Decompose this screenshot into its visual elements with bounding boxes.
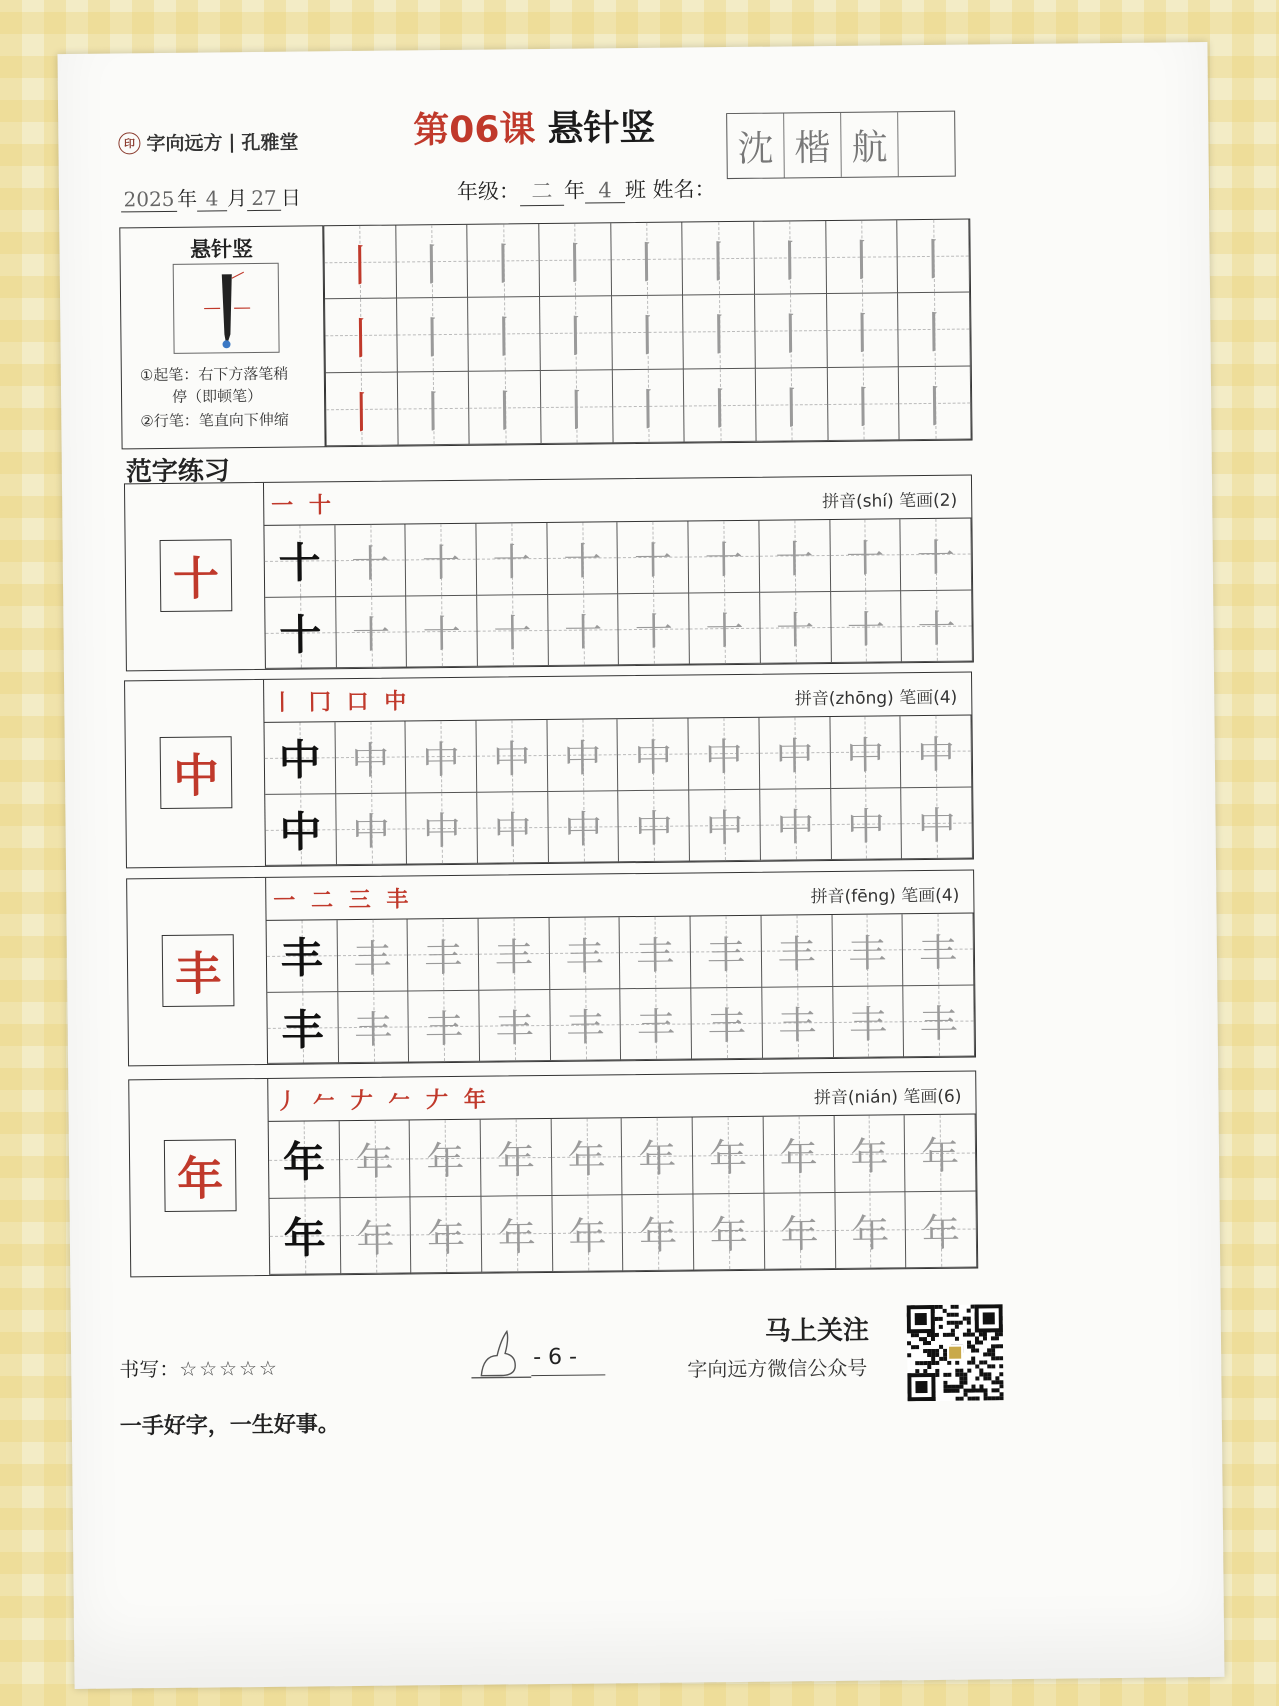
stroke-practice-char: 丨 bbox=[911, 308, 957, 360]
stroke-order: 一 十 bbox=[271, 493, 336, 519]
practice-char: 中 bbox=[846, 804, 886, 850]
practice-cell bbox=[265, 794, 336, 866]
practice-cell bbox=[622, 1117, 694, 1194]
rating-stars[interactable]: ☆☆☆☆☆ bbox=[179, 1355, 280, 1381]
practice-cell bbox=[831, 788, 902, 860]
practice-cell bbox=[689, 521, 760, 593]
practice-char: 中 bbox=[493, 808, 532, 853]
practice-char: 年 bbox=[283, 1213, 326, 1264]
stroke-practice-cell bbox=[324, 226, 396, 300]
practice-cell bbox=[623, 1194, 695, 1271]
practice-char: 年 bbox=[779, 1135, 819, 1180]
practice-cell bbox=[691, 916, 762, 988]
practice-cell bbox=[477, 523, 548, 595]
stroke-practice-cell bbox=[612, 296, 684, 370]
practice-char: 中 bbox=[846, 733, 885, 778]
stroke-practice-char: 丨 bbox=[482, 385, 528, 438]
stroke-practice-char: 丨 bbox=[769, 382, 814, 435]
strokes-label: 笔画(6) bbox=[903, 1086, 962, 1108]
practice-char: 年 bbox=[920, 1133, 960, 1179]
practice-cell bbox=[336, 596, 407, 668]
practice-char: 十 bbox=[493, 611, 532, 656]
practice-char: 丰 bbox=[281, 1005, 324, 1055]
pinyin-strokes-info bbox=[822, 486, 957, 512]
stroke-practice-cells bbox=[324, 220, 971, 447]
stroke-practice-cell bbox=[468, 224, 540, 298]
practice-cell bbox=[760, 789, 831, 861]
practice-cell bbox=[550, 989, 621, 1061]
practice-cell bbox=[269, 1198, 340, 1275]
model-character: 丰 bbox=[162, 934, 235, 1007]
stroke-practice-char: 丨 bbox=[481, 239, 526, 291]
stroke-practice-char: 丨 bbox=[911, 234, 956, 287]
model-character: 十 bbox=[160, 539, 233, 612]
practice-char: 丰 bbox=[918, 930, 958, 975]
practice-char: 十 bbox=[846, 607, 886, 653]
pinyin-label: 拼音(fēng) bbox=[810, 886, 896, 908]
practice-cell bbox=[689, 718, 760, 790]
practice-char: 中 bbox=[278, 735, 321, 786]
practice-cell bbox=[407, 792, 478, 864]
practice-cell bbox=[831, 591, 902, 663]
practice-char: 年 bbox=[638, 1213, 678, 1258]
stroke-practice-char: 丨 bbox=[553, 311, 599, 364]
practice-cell bbox=[409, 990, 480, 1062]
stroke-practice-char: 丨 bbox=[337, 240, 383, 293]
practice-char: 中 bbox=[704, 734, 744, 780]
practice-char: 中 bbox=[421, 737, 461, 783]
practice-cell bbox=[619, 593, 690, 665]
practice-cell bbox=[621, 988, 692, 1060]
practice-cell bbox=[619, 790, 690, 862]
stroke-practice-cell bbox=[754, 221, 826, 295]
partner-name: 孔雅堂 bbox=[241, 131, 299, 155]
practice-char: 十 bbox=[278, 538, 321, 589]
practice-char: 年 bbox=[426, 1139, 465, 1184]
stroke-practice-cell bbox=[898, 293, 970, 367]
practice-cell bbox=[410, 1120, 482, 1197]
pinyin-label: 拼音(zhōng) bbox=[794, 688, 894, 710]
practice-cell bbox=[832, 914, 903, 986]
stroke-practice-char: 丨 bbox=[339, 387, 384, 439]
practice-cell bbox=[267, 920, 338, 992]
stroke-practice-cell bbox=[827, 294, 899, 368]
practice-char: 中 bbox=[776, 805, 815, 850]
practice-char: 中 bbox=[917, 803, 956, 849]
strokes-label: 笔画(4) bbox=[899, 687, 958, 709]
character-block bbox=[126, 870, 976, 1067]
practice-char: 丰 bbox=[636, 1004, 676, 1050]
practice-cell bbox=[406, 524, 477, 596]
practice-cell bbox=[834, 1115, 906, 1192]
name-char-box: 沈 bbox=[727, 113, 785, 178]
pinyin-label: 拼音(shí) bbox=[821, 491, 894, 513]
practice-char: 丰 bbox=[424, 1007, 464, 1052]
practice-char: 中 bbox=[563, 736, 602, 781]
model-character: 中 bbox=[160, 736, 233, 809]
stroke-practice-char: 丨 bbox=[554, 385, 599, 437]
stroke-practice-cell bbox=[683, 222, 755, 296]
stroke-practice-char: 丨 bbox=[840, 382, 886, 434]
practice-cell bbox=[618, 718, 689, 790]
stroke-practice-cell bbox=[826, 220, 898, 294]
model-character: 年 bbox=[164, 1139, 237, 1212]
stroke-step-2: ②行笔：笔直向下伸缩 bbox=[140, 410, 289, 431]
lesson-number: 第06课 bbox=[413, 109, 536, 152]
strokes-label: 笔画(4) bbox=[901, 885, 960, 907]
practice-cell bbox=[479, 989, 550, 1061]
practice-char: 十 bbox=[351, 541, 390, 586]
practice-cell bbox=[759, 717, 830, 789]
writing-rating: 书写：☆☆☆☆☆ bbox=[119, 1355, 280, 1382]
practice-cell bbox=[689, 789, 760, 861]
practice-cell bbox=[335, 524, 406, 596]
practice-char: 中 bbox=[564, 807, 603, 853]
name-boxes bbox=[726, 111, 956, 179]
practice-cell bbox=[620, 916, 691, 988]
stroke-order: 丨 冂 口 中 bbox=[271, 689, 411, 716]
practice-cell bbox=[340, 1197, 412, 1274]
date-year: 2025 bbox=[121, 187, 177, 213]
practice-char: 十 bbox=[775, 536, 814, 582]
practice-cell bbox=[269, 1121, 340, 1198]
practice-cell bbox=[551, 1118, 622, 1195]
stroke-step-1b: 停（即顿笔） bbox=[171, 386, 263, 406]
stroke-practice-cell bbox=[541, 370, 613, 444]
practice-char: 中 bbox=[422, 809, 462, 854]
grade-line: 年级： 二 年 4 班 姓名： bbox=[457, 173, 716, 207]
brand-logo: 印 字向远方 | 孔雅堂 bbox=[118, 128, 298, 157]
practice-char: 年 bbox=[851, 1211, 890, 1256]
practice-char: 十 bbox=[351, 612, 391, 658]
practice-cell bbox=[547, 719, 618, 791]
practice-cell bbox=[552, 1195, 623, 1272]
stroke-practice-char: 丨 bbox=[481, 312, 527, 365]
practice-cell bbox=[764, 1116, 836, 1193]
practice-char: 十 bbox=[916, 535, 956, 580]
practice-cell bbox=[901, 519, 972, 591]
practice-cell bbox=[689, 592, 760, 664]
practice-cell bbox=[905, 1115, 976, 1192]
practice-cell bbox=[761, 915, 832, 987]
practice-char: 丰 bbox=[707, 1004, 746, 1049]
practice-char: 中 bbox=[634, 806, 674, 852]
practice-char: 年 bbox=[780, 1211, 819, 1257]
practice-cell bbox=[549, 917, 620, 989]
stroke-practice-char: 丨 bbox=[410, 313, 455, 365]
section-title: 范字练习 bbox=[125, 456, 231, 488]
model-column bbox=[127, 878, 268, 1065]
stroke-practice-cell bbox=[397, 371, 469, 445]
practice-cell bbox=[265, 597, 336, 669]
stroke-practice-char: 丨 bbox=[410, 386, 456, 439]
practice-cell bbox=[904, 985, 975, 1057]
stroke-practice-cell bbox=[397, 298, 469, 372]
pinyin-strokes-info bbox=[814, 1082, 962, 1109]
strokes-label: 笔画(2) bbox=[899, 490, 958, 512]
character-block bbox=[124, 672, 974, 869]
practice-char: 年 bbox=[497, 1214, 537, 1260]
practice-char: 丰 bbox=[706, 932, 746, 978]
stroke-practice-cell bbox=[539, 223, 611, 297]
name-char-box bbox=[898, 112, 955, 177]
stroke-practice-char: 丨 bbox=[624, 237, 669, 290]
practice-char: 丰 bbox=[566, 1005, 605, 1051]
practice-char: 十 bbox=[422, 612, 462, 657]
qr-code-icon bbox=[907, 1304, 1004, 1401]
stroke-name: 悬针竖 bbox=[189, 237, 254, 262]
stroke-practice-cell bbox=[325, 299, 397, 373]
stroke-practice-char: 丨 bbox=[338, 314, 384, 366]
practice-char: 十 bbox=[846, 536, 885, 581]
character-block bbox=[124, 475, 974, 672]
practice-cell bbox=[830, 519, 901, 591]
practice-cell bbox=[407, 595, 478, 667]
practice-char: 中 bbox=[916, 732, 956, 777]
stroke-practice-char: 丨 bbox=[696, 310, 742, 362]
name-char-box: 航 bbox=[841, 112, 899, 177]
practice-char: 中 bbox=[705, 806, 744, 851]
practice-char: 丰 bbox=[280, 933, 324, 984]
practice-cell bbox=[693, 1117, 765, 1194]
practice-char: 丰 bbox=[848, 1002, 888, 1048]
practice-char: 年 bbox=[567, 1137, 606, 1183]
practice-cell bbox=[264, 525, 335, 597]
practice-char: 十 bbox=[917, 606, 956, 652]
pinyin-label: 拼音(nián) bbox=[813, 1087, 899, 1109]
character-block bbox=[128, 1071, 978, 1278]
stroke-practice-cell bbox=[468, 297, 540, 371]
practice-cell bbox=[764, 1192, 836, 1269]
practice-cell bbox=[337, 919, 408, 991]
practice-cell bbox=[901, 787, 972, 859]
model-column bbox=[125, 680, 266, 867]
model-column bbox=[125, 483, 266, 670]
practice-char: 丰 bbox=[495, 1006, 534, 1051]
stroke-practice-cell bbox=[612, 369, 684, 443]
practice-char: 丰 bbox=[919, 1001, 959, 1047]
practice-grid bbox=[264, 715, 972, 866]
stroke-practice-cell bbox=[683, 295, 755, 369]
stroke-practice-grid bbox=[323, 219, 972, 448]
stroke-practice-cell bbox=[827, 367, 899, 441]
practice-char: 十 bbox=[492, 539, 531, 585]
practice-char: 中 bbox=[492, 736, 532, 782]
rabbit-icon bbox=[471, 1325, 532, 1382]
lesson-title bbox=[413, 100, 656, 154]
name-char-box: 楷 bbox=[784, 113, 842, 178]
stroke-practice-char: 丨 bbox=[552, 238, 598, 291]
practice-char: 丰 bbox=[423, 935, 463, 981]
practice-char: 十 bbox=[279, 610, 322, 660]
stroke-practice-char: 丨 bbox=[840, 308, 885, 361]
stroke-practice-cell bbox=[756, 368, 828, 442]
practice-grid bbox=[264, 518, 972, 669]
practice-cell bbox=[760, 591, 831, 663]
practice-char: 年 bbox=[356, 1216, 395, 1261]
practice-char: 丰 bbox=[354, 1007, 393, 1053]
page-number-area bbox=[471, 1324, 612, 1385]
stroke-practice-char: 丨 bbox=[697, 383, 743, 436]
stroke-practice-cell bbox=[898, 220, 970, 294]
stroke-order: 丿 𠂉 𠂇 𠂉 𠂇 年 bbox=[275, 1087, 490, 1115]
practice-cell bbox=[477, 720, 548, 792]
practice-char: 十 bbox=[633, 538, 673, 583]
stroke-intro-panel bbox=[119, 225, 325, 449]
practice-cell bbox=[411, 1196, 483, 1273]
practice-char: 年 bbox=[355, 1139, 394, 1185]
stroke-order: 一 二 三 丰 bbox=[273, 887, 413, 914]
practice-cell bbox=[482, 1195, 554, 1272]
practice-cell bbox=[267, 992, 338, 1064]
stroke-practice-cell bbox=[540, 297, 612, 371]
practice-char: 丰 bbox=[494, 934, 534, 980]
practice-char: 丰 bbox=[777, 931, 816, 977]
stroke-practice-cell bbox=[899, 366, 971, 440]
stroke-practice-char: 丨 bbox=[696, 237, 741, 289]
practice-cell bbox=[264, 722, 335, 794]
lesson-name: 悬针竖 bbox=[547, 107, 656, 150]
practice-char: 十 bbox=[705, 609, 744, 654]
stroke-practice-cell bbox=[684, 368, 756, 442]
practice-cell bbox=[479, 918, 550, 990]
practice-char: 中 bbox=[775, 733, 814, 779]
date-line: 2025 年 4 月 27 日 bbox=[121, 182, 301, 213]
stroke-practice-cell bbox=[396, 225, 468, 299]
practice-cell bbox=[339, 1120, 411, 1197]
practice-cell bbox=[901, 716, 972, 788]
pinyin-strokes-info bbox=[810, 881, 959, 908]
practice-cell bbox=[548, 791, 619, 863]
stroke-practice-cell bbox=[469, 371, 541, 445]
brand-name: 字向远方 bbox=[146, 132, 223, 156]
practice-char: 十 bbox=[563, 610, 603, 656]
stroke-practice-char: 丨 bbox=[625, 311, 670, 363]
class-value: 4 bbox=[585, 178, 625, 203]
practice-char: 中 bbox=[633, 735, 673, 780]
practice-char: 十 bbox=[634, 609, 674, 655]
practice-cell bbox=[338, 991, 409, 1063]
practice-char: 中 bbox=[351, 809, 391, 855]
practice-cell bbox=[548, 594, 619, 666]
practice-cell bbox=[481, 1119, 553, 1196]
stroke-step-1: ①起笔：右下方落笔稍 bbox=[139, 364, 289, 385]
stroke-practice-cell bbox=[611, 223, 683, 297]
practice-cell bbox=[477, 594, 548, 666]
grade-value: 二 bbox=[520, 175, 564, 206]
follow-title: 马上关注 bbox=[764, 1315, 870, 1347]
stroke-diagram-svg bbox=[174, 264, 279, 353]
stroke-practice-char: 丨 bbox=[912, 381, 958, 433]
worksheet-page bbox=[57, 42, 1224, 1689]
practice-char: 丰 bbox=[848, 931, 887, 976]
practice-char: 丰 bbox=[565, 934, 604, 979]
practice-char: 丰 bbox=[353, 936, 392, 981]
page-number: - 6 - bbox=[533, 1344, 578, 1371]
practice-char: 十 bbox=[704, 537, 744, 583]
practice-cell bbox=[406, 721, 477, 793]
practice-char: 年 bbox=[850, 1134, 889, 1180]
qr-code[interactable] bbox=[907, 1304, 1004, 1401]
practice-char: 中 bbox=[351, 738, 390, 783]
date-month: 4 bbox=[197, 186, 227, 211]
stroke-practice-char: 丨 bbox=[839, 235, 884, 288]
stroke-practice-char: 丨 bbox=[768, 309, 814, 362]
practice-cell bbox=[830, 716, 901, 788]
practice-cell bbox=[903, 914, 974, 986]
practice-cell bbox=[762, 986, 833, 1058]
stroke-practice-char: 丨 bbox=[767, 236, 813, 288]
stroke-practice-cell bbox=[755, 294, 827, 368]
pinyin-strokes-info bbox=[795, 683, 958, 710]
practice-grid bbox=[267, 913, 975, 1064]
practice-char: 年 bbox=[568, 1214, 607, 1259]
stroke-diagram bbox=[173, 263, 280, 354]
practice-cell bbox=[335, 721, 406, 793]
follow-account: 字向远方微信公众号 bbox=[687, 1355, 868, 1382]
practice-cell bbox=[906, 1191, 977, 1268]
practice-cell bbox=[835, 1192, 907, 1269]
practice-char: 年 bbox=[708, 1136, 748, 1181]
practice-cell bbox=[901, 590, 972, 662]
practice-cell bbox=[833, 986, 904, 1058]
date-day: 27 bbox=[247, 186, 281, 211]
practice-char: 年 bbox=[921, 1210, 961, 1255]
practice-char: 年 bbox=[638, 1136, 677, 1182]
practice-char: 年 bbox=[282, 1137, 326, 1187]
practice-cell bbox=[694, 1193, 766, 1270]
motto: 一手好字，一生好事。 bbox=[119, 1412, 340, 1440]
practice-char: 十 bbox=[563, 539, 602, 584]
model-column bbox=[129, 1079, 270, 1276]
practice-cell bbox=[336, 793, 407, 865]
practice-char: 十 bbox=[776, 608, 815, 653]
practice-cell bbox=[691, 987, 762, 1059]
practice-cell bbox=[759, 520, 830, 592]
practice-char: 丰 bbox=[778, 1003, 817, 1048]
practice-cell bbox=[618, 521, 689, 593]
practice-char: 年 bbox=[709, 1212, 749, 1258]
practice-char: 丰 bbox=[636, 933, 675, 978]
practice-cell bbox=[477, 791, 548, 863]
practice-cell bbox=[547, 522, 618, 594]
practice-cell bbox=[408, 919, 479, 991]
stroke-practice-char: 丨 bbox=[409, 240, 454, 292]
stroke-practice-char: 丨 bbox=[625, 384, 671, 436]
stroke-practice-cell bbox=[326, 372, 398, 446]
practice-char: 十 bbox=[421, 540, 461, 586]
seal-icon: 印 bbox=[118, 132, 140, 154]
practice-grid bbox=[269, 1114, 978, 1275]
practice-char: 年 bbox=[496, 1138, 536, 1183]
practice-char: 中 bbox=[279, 807, 322, 857]
practice-char: 年 bbox=[426, 1215, 466, 1261]
